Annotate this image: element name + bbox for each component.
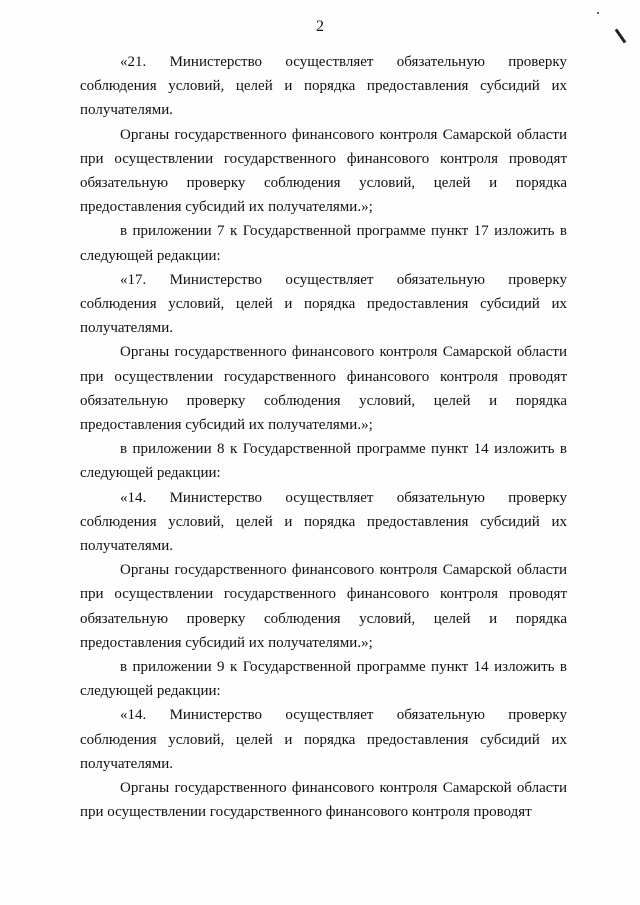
paragraph-control-bodies: Органы государственного финансового контроля Самарской области при осуществлении государственного финансового контроля проводят обязательную проверку соблюдения условий, целей и порядка предоставления субсидий их получателями.»; (80, 562, 567, 651)
paragraph-item-14: «14. Министерство осуществляет обязательную проверку соблюдения условий, целей и порядка предоставления субсидий их получателями. (80, 489, 567, 555)
paragraph-item-14: «14. Министерство осуществляет обязательную проверку соблюдения условий, целей и порядка предоставления субсидий их получателями. (80, 707, 567, 772)
document-body (80, 50, 567, 825)
paragraph-appendix-9: в приложении 9 к Государственной программе пункт 14 изложить в следующей редакции: (80, 659, 567, 700)
paragraph-control-bodies: Органы государственного финансового контроля Самарской области при осуществлении государственного финансового контроля проводят (80, 780, 567, 821)
paragraph-item-17: «17. Министерство осуществляет обязательную проверку соблюдения условий, целей и порядка предоставления субсидий их получателями. (80, 271, 567, 337)
paragraph-appendix-7: в приложении 7 к Государственной программе пункт 17 изложить в следующей редакции: (80, 223, 567, 264)
page-number: 2 (316, 18, 324, 35)
paragraph-control-bodies: Органы государственного финансового контроля Самарской области при осуществлении государственного финансового контроля проводят обязательную проверку соблюдения условий, целей и порядка предоставления субсидий их получателями.»; (80, 126, 567, 216)
paragraph-appendix-8: в приложении 8 к Государственной программе пункт 14 изложить в следующей редакции: (80, 441, 567, 482)
paragraph-item-21: «21. Министерство осуществляет обязательную проверку соблюдения условий, целей и порядка предоставления субсидий их получателями. (80, 54, 567, 119)
scan-speck (597, 12, 599, 14)
paragraph-control-bodies: Органы государственного финансового контроля Самарской области при осуществлении государственного финансового контроля проводят обязательную проверку соблюдения условий, целей и порядка предоставления субсидий их получателями.»; (80, 344, 567, 434)
